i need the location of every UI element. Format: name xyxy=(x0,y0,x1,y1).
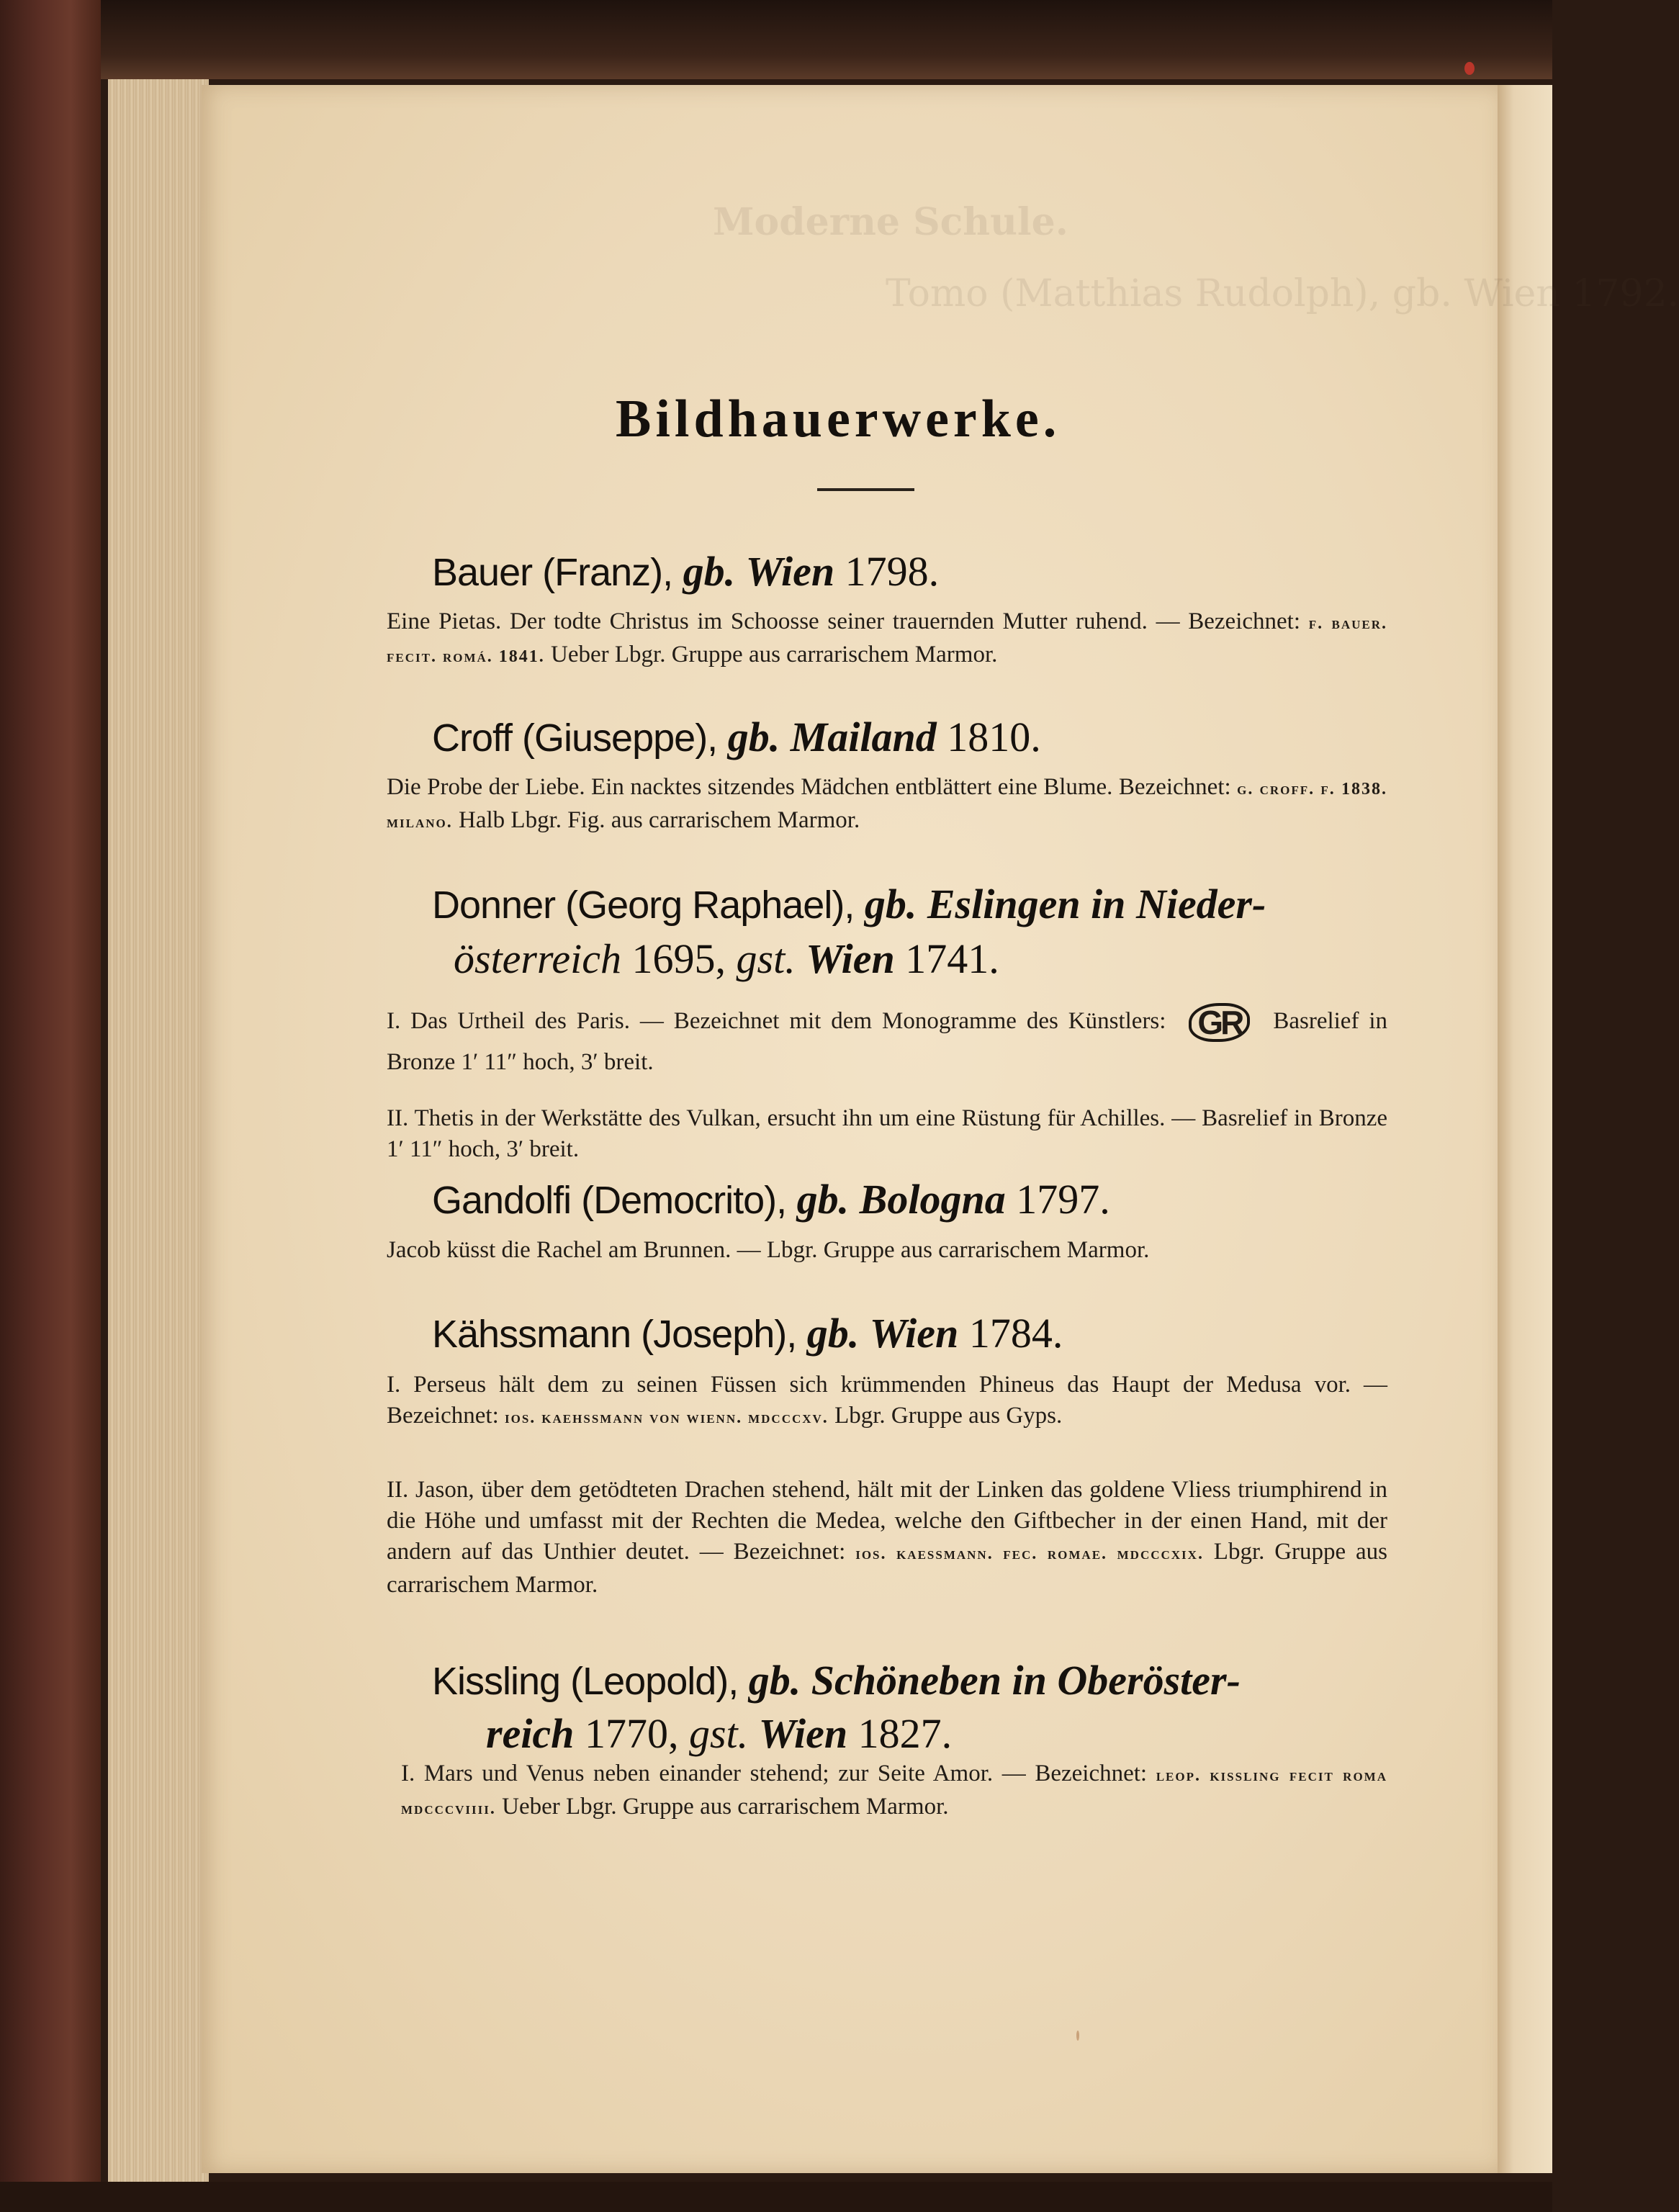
paper-speck xyxy=(1076,2031,1079,2041)
page-edges xyxy=(108,79,209,2182)
born-abbrev: gb. xyxy=(683,548,736,595)
signature: ios. kaessmann. fec. romae. mdcccxix. xyxy=(855,1545,1204,1563)
work-text: Die Probe der Liebe. Ein nacktes sitzendes Mädchen entblättert eine Blume. Bezeichnet: xyxy=(387,774,1231,800)
signature: f. bauer. fecit. romá. 1841. xyxy=(387,614,1387,666)
work-text: Eine Pietas. Der todte Christus im Schoosse seiner trauernden Mutter ruhend. — Bezeichnet: xyxy=(387,608,1301,634)
entry-heading-croff xyxy=(432,713,1041,761)
work-description xyxy=(387,1475,1387,1601)
entry-heading-bauer xyxy=(432,547,939,595)
born-abbrev: gb. xyxy=(796,1176,850,1223)
born-abbrev: gb. xyxy=(727,714,780,760)
work-text: II. Jason, über dem getödteten Drachen stehend, hält mit der Linken das goldene Vliess triumphirend in die Höhe und umfasst mit der Rechten die Medea, welche den Giftbecher in der einen Hand, mit der andern auf das Unthier deutet. — Bezeichnet: xyxy=(387,1477,1387,1565)
birthplace: Mailand xyxy=(790,714,937,760)
work-text: I. Das Urtheil des Paris. — Bezeichnet mit dem Monogramme des Künstlers: xyxy=(387,1008,1166,1034)
work-description xyxy=(387,1235,1387,1266)
birthplace: Wien xyxy=(745,548,835,595)
bleed-through-header: Moderne Schule. xyxy=(713,200,1068,244)
work-description xyxy=(401,1758,1387,1825)
birth-year: 1695, xyxy=(631,935,726,982)
artist-name: Gandolfi (Democrito), xyxy=(432,1179,787,1222)
bottom-shadow xyxy=(0,2182,1552,2212)
died-abbrev: gst. xyxy=(736,935,796,982)
signature: g. croff. f. 1838. milano. xyxy=(387,780,1387,832)
work-text-end: Ueber Lbgr. Gruppe aus carrarischem Marmor. xyxy=(551,642,998,667)
work-text-end: Lbgr. Gruppe aus Gyps. xyxy=(834,1403,1063,1429)
work-text: II. Thetis in der Werkstätte des Vulkan, ersucht ihn um eine Rüstung für Achilles. — Basrelief in Bronze 1′ 11″ hoch, 3′ breit. xyxy=(387,1105,1387,1162)
work-description xyxy=(387,606,1387,673)
entry-heading-kissling-cont xyxy=(486,1709,952,1758)
signature: ios. kaehssmann von wienn. mdcccxv. xyxy=(505,1408,829,1427)
entry-heading-kaehssmann xyxy=(432,1309,1063,1357)
paper-speck xyxy=(1464,62,1475,75)
entry-heading-donner-cont xyxy=(454,935,999,983)
born-abbrev: gb. xyxy=(748,1657,801,1704)
work-text-end: Lbgr. Gruppe aus carrarischem Marmor. xyxy=(387,1539,1387,1598)
work-text-end: Basrelief in Bronze 1′ 11″ hoch, 3′ breit. xyxy=(387,1008,1388,1076)
bleed-through-line: Tomo (Matthias Rudolph), gb. Wien 1792. xyxy=(886,272,1679,315)
work-text: I. Mars und Venus neben einander stehend; zur Seite Amor. — Bezeichnet: xyxy=(401,1761,1148,1786)
artist-name: Kähssmann (Joseph), xyxy=(432,1313,797,1356)
work-description xyxy=(387,1370,1387,1434)
birth-year: 1784. xyxy=(968,1310,1063,1357)
death-year: 1827. xyxy=(857,1710,953,1757)
deathplace: Wien xyxy=(758,1710,848,1757)
artist-name: Bauer (Franz), xyxy=(432,551,673,594)
entry-heading-kissling xyxy=(432,1656,1241,1704)
death-year: 1741. xyxy=(905,935,999,982)
book-cover-top xyxy=(0,0,1552,79)
entry-heading-donner xyxy=(432,880,1266,928)
work-text-end: Halb Lbgr. Fig. aus carrarischem Marmor. xyxy=(459,807,860,833)
born-abbrev: gb. xyxy=(864,881,917,927)
title-rule xyxy=(817,488,914,491)
birth-year: 1798. xyxy=(845,548,940,595)
birthplace: Eslingen in Nieder- xyxy=(927,881,1266,927)
book-spine xyxy=(0,0,101,2212)
died-abbrev: gst. xyxy=(688,1710,749,1757)
artist-name: Croff (Giuseppe), xyxy=(432,716,718,760)
birthplace: Schöneben in Oberöster- xyxy=(811,1657,1241,1704)
deathplace: Wien xyxy=(806,935,895,982)
artist-monogram: GR xyxy=(1189,1003,1250,1042)
work-description xyxy=(387,1001,1387,1082)
birthplace-cont: österreich xyxy=(454,935,622,982)
facing-page-edge xyxy=(1498,85,1552,2173)
born-abbrev: gb. xyxy=(806,1310,860,1357)
entry-heading-gandolfi xyxy=(432,1175,1110,1223)
birthplace: Wien xyxy=(869,1310,959,1357)
birth-year: 1770, xyxy=(584,1710,679,1757)
page-title: Bildhauerwerke. xyxy=(616,390,1061,449)
signature: leop. kissling fecit roma mdcccviiii. xyxy=(401,1766,1388,1818)
work-text-end: Ueber Lbgr. Gruppe aus carrarischem Marmor. xyxy=(502,1794,949,1820)
work-description xyxy=(387,772,1387,838)
work-description xyxy=(387,1103,1387,1165)
birth-year: 1810. xyxy=(947,714,1041,760)
birthplace-cont: reich xyxy=(486,1710,575,1757)
work-text: I. Perseus hält dem zu seinen Füssen sich krümmenden Phineus das Haupt der Medusa vor. — Bezeichnet: xyxy=(387,1372,1387,1429)
birthplace: Bologna xyxy=(859,1176,1006,1223)
work-text: Jacob küsst die Rachel am Brunnen. — Lbgr. Gruppe aus carrarischem Marmor. xyxy=(387,1237,1150,1263)
artist-name: Donner (Georg Raphael), xyxy=(432,884,855,927)
artist-name: Kissling (Leopold), xyxy=(432,1660,739,1703)
birth-year: 1797. xyxy=(1016,1176,1110,1223)
